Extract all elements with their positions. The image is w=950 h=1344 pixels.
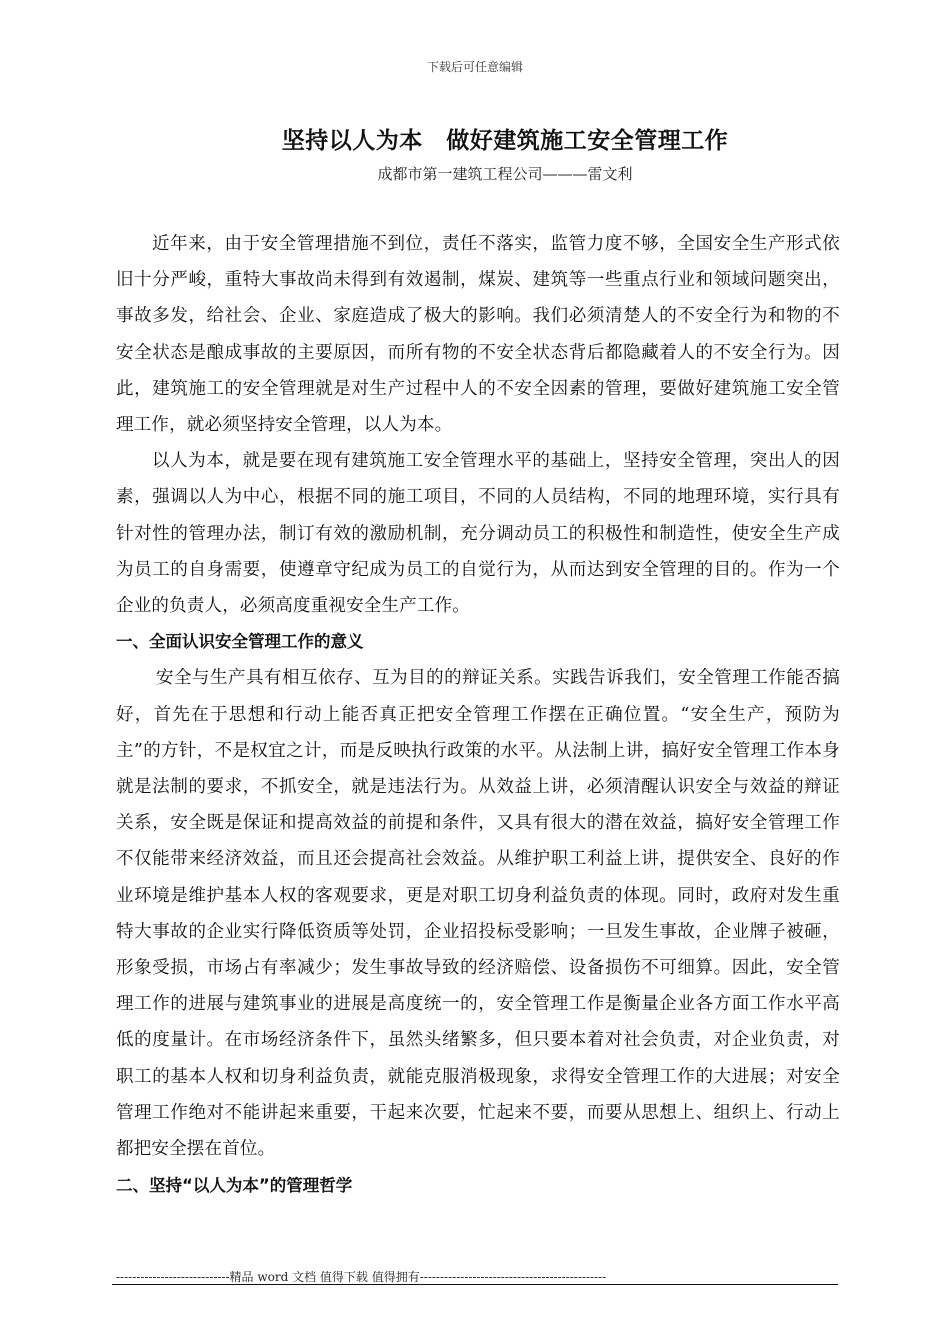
document-subtitle: 成都市第一建筑工程公司———雷文利 [377,165,633,183]
header-note: 下载后可任意编辑 [426,60,523,74]
document-body [116,226,840,1204]
section-heading-2: 二、坚持“以人为本”的管理哲学 [116,1176,353,1196]
paragraph-section-1: 安全与生产具有相互依存、互为目的的辩证关系。实践告诉我们，安全管理工作能否搞好，首先在于思想和行动上能否真正把安全管理工作摆在正确位置。“安全生产，预防为主”的方针，不是权宜之计，而是反映执行政策的水平。从法制上讲，搞好安全管理工作本身就是法制的要求，不抓安全，就是违法行为。从效益上讲，必须清醒认识安全与效益的辩证关系，安全既是保证和提高效益的前提和条件，又具有很大的潜在效益，搞好安全管理工作不仅能带来经济效益，而且还会提高社会效益。从维护职工利益上讲，提供安全、良好的作业环境是维护基本人权的客观要求，更是对职工切身利益负责的体现。同时，政府对发生重特大事故的企业实行降低资质等处罚，企业招投标受影响；一旦发生事故，企业牌子被砸，形象受损，市场占有率减少；发生事故导致的经济赔偿、设备损伤不可细算。因此，安全管理工作的进展与建筑事业的进展是高度统一的，安全管理工作是衡量企业各方面工作水平高低的度量计。在市场经济条件下，虽然头绪繁多，但只要本着对社会负责，对企业负责，对职工的基本人权和切身利益负责，就能克服消极现象，求得安全管理工作的大进展；对安全管理工作绝对不能讲起来重要，干起来次要，忙起来不要，而要从思想上、组织上、行动上都把安全摆在首位。 [116,668,840,1160]
paragraph-intro: 近年来，由于安全管理措施不到位，责任不落实，监管力度不够，全国安全生产形式依旧十分严峻，重特大事故尚未得到有效遏制，煤炭、建筑等一些重点行业和领域问题突出，事故多发，给社会、企业、家庭造成了极大的影响。我们必须清楚人的不安全行为和物的不安全状态是酿成事故的主要原因，而所有物的不安全状态背后都隐藏着人的不安全行为。因此，建筑施工的安全管理就是对生产过程中人的不安全因素的管理，要做好建筑施工安全管理工作，就必须坚持安全管理，以人为本。 [116,234,840,436]
document-title: 坚持以人为本 做好建筑施工安全管理工作 [281,128,729,154]
footer-text: ----------------------------精品 word 文档 值得下载 值得拥有---------------------------------------------- [116,1270,607,1284]
paragraph-people-oriented: 以人为本，就是要在现有建筑施工安全管理水平的基础上，坚持安全管理，突出人的因素，强调以人为中心，根据不同的施工项目，不同的人员结构，不同的地理环境，实行具有针对性的管理办法，制订有效的激励机制，充分调动员工的积极性和制造性，使安全生产成为员工的自身需要，使遵章守纪成为员工的自觉行为，从而达到安全管理的目的。作为一个企业的负责人，必须高度重视安全生产工作。 [116,451,840,617]
section-heading-1: 一、全面认识安全管理工作的意义 [116,632,364,652]
footer-divider [112,1284,838,1285]
